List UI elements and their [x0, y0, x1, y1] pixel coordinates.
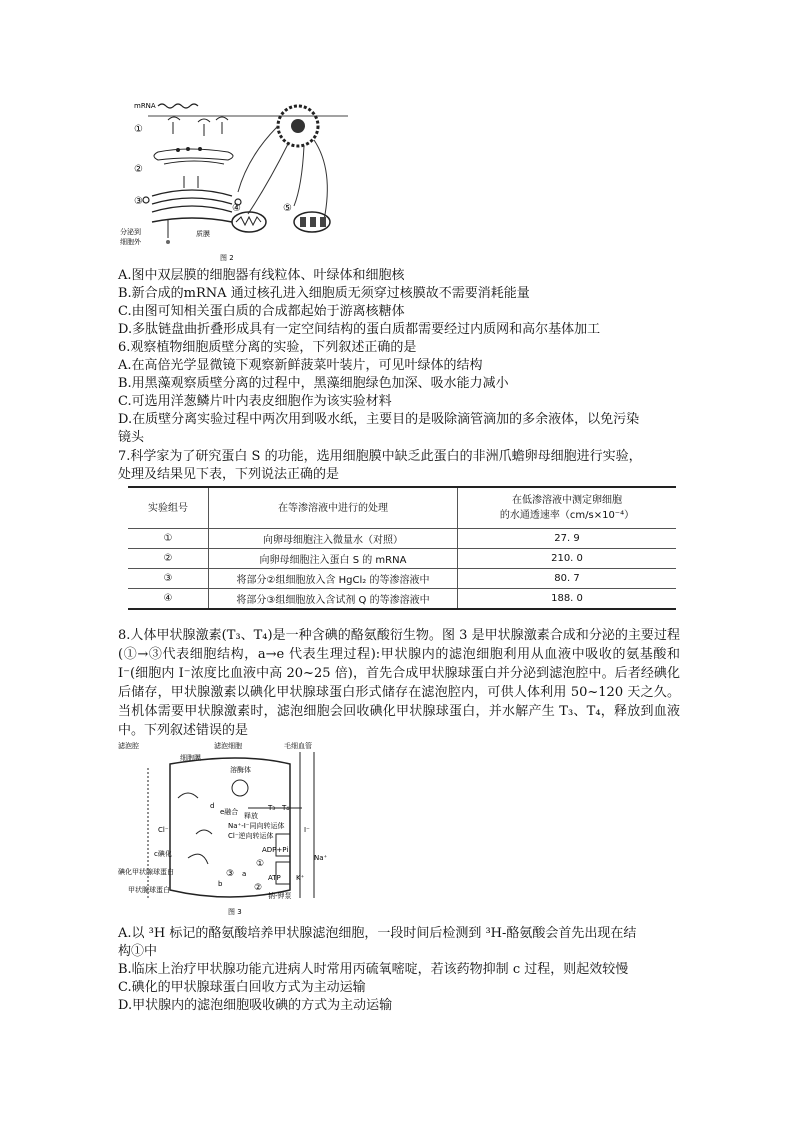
table-cell-group: ①	[128, 529, 209, 549]
fig3-lumen: 滤泡腔	[118, 742, 139, 750]
q8-stem: 8.人体甲状腺激素(T₃、T₄)是一种含碘的酪氨酸衍生物。图 3 是甲状腺激素合成和分泌的主要过程(①→③代表细胞结构，a→e 代表生理过程):甲状腺内的滤泡细胞利用从血液中吸收的氨基酸和 I⁻(细胞内 I⁻浓度比血液中高 20~25 倍)，首先合成甲状腺球蛋白并分泌到滤泡腔中。后者经碘化后储存，甲状腺激素以碘化甲状腺球蛋白形式储存在滤泡腔内，可供人体利用 50~120 天之久。当机体需要甲状腺激素时，滤泡细胞会回收碘化甲状腺球蛋白，并水解产生 T₃、T₄，释放到血液中。下列叙述错误的是	[118, 628, 680, 738]
q7-stem-line2: 处理及结果见下表，下列说法正确的是	[118, 467, 340, 482]
table-cell-rate: 27. 9	[458, 529, 677, 549]
table-header-treatment: 在等渗溶液中进行的处理	[209, 487, 458, 529]
table-cell-group: ②	[128, 549, 209, 569]
table-cell-treatment: 将部分③组细胞放入含试剂 Q 的等渗溶液中	[209, 589, 458, 610]
table-cell-treatment: 向卵母细胞注入蛋白 S 的 mRNA	[209, 549, 458, 569]
table-cell-group: ④	[128, 589, 209, 610]
q6-option-c: C.可选用洋葱鳞片叶内表皮细胞作为该实验材料	[118, 394, 392, 409]
fig3-k: K⁺	[296, 874, 305, 882]
q7-table	[128, 486, 676, 610]
table-header-rate-line1: 在低渗溶液中测定卵细胞	[512, 495, 622, 506]
fig2-mrna-label: mRNA	[134, 102, 156, 110]
fig3-capillary: 毛细血管	[284, 742, 312, 750]
table-header-rate	[458, 487, 677, 529]
fig2-c2: ②	[134, 164, 143, 175]
q6-option-a: A.在高倍光学显微镜下观察新鲜菠菜叶装片，可见叶绿体的结构	[118, 358, 483, 373]
fig2-c1: ①	[134, 124, 143, 135]
q5-option-d: D.多肽链盘曲折叠形成具有一定空间结构的蛋白质都需要经过内质网和高尔基体加工	[118, 322, 601, 337]
fig2-c4: ④	[232, 203, 241, 214]
fig3-d: d	[210, 802, 215, 810]
table-header-group: 实验组号	[128, 487, 209, 529]
q5-option-a: A.图中双层膜的细胞器有线粒体、叶绿体和细胞核	[118, 268, 405, 283]
table-row	[128, 549, 676, 569]
fig3-t3: T₃	[268, 804, 276, 812]
q6-option-d-cont: 镜头	[118, 430, 145, 445]
table-cell-treatment: 将部分②组细胞放入含 HgCl₂ 的等渗溶液中	[209, 569, 458, 589]
fig3-caption: 图 3	[228, 908, 242, 916]
q5-option-c: C.由图可知相关蛋白质的合成都起始于游离核糖体	[118, 304, 405, 319]
fig2-c5: ⑤	[283, 203, 292, 214]
q7-stem-line1: 7.科学家为了研究蛋白 S 的功能，选用细胞膜中缺乏此蛋白的非洲爪蟾卵母细胞进行实验，	[118, 449, 642, 464]
q5-option-b: B.新合成的mRNA 通过核孔进入细胞质无须穿过核膜故不需要消耗能量	[118, 286, 530, 301]
fig3-iod-tg: 碘化甲状腺球蛋白	[118, 868, 174, 876]
table-header-row	[128, 487, 676, 529]
table-row	[128, 529, 676, 549]
fig3-atp: ATP	[268, 874, 281, 882]
fig3-c2: ②	[254, 883, 263, 893]
figure-2	[118, 92, 348, 264]
fig3-cell: 滤泡细胞	[214, 742, 242, 750]
fig3-fuse: e融合	[220, 808, 239, 816]
fig3-pump: 钠-钾泵	[268, 892, 292, 900]
table-cell-group: ③	[128, 569, 209, 589]
q8-option-a-cont: 构①中	[118, 944, 158, 959]
q8-option-b: B.临床上治疗甲状腺功能亢进病人时常用丙硫氧嘧啶，若该药物抑制 c 过程，则起效较慢	[118, 962, 629, 977]
fig3-adp: ADP+Pi	[262, 846, 289, 854]
fig3-iodize: c碘化	[154, 850, 172, 858]
q8-option-d: D.甲状腺内的滤泡细胞吸收碘的方式为主动运输	[118, 998, 393, 1013]
table-header-rate-line2: 的水通透速率（cm/s×10⁻⁴）	[499, 510, 635, 521]
fig3-sym: Na⁺-I⁻同向转运体	[228, 822, 285, 830]
fig3-iminus: I⁻	[304, 826, 310, 834]
fig3-membrane: 细胞膜	[180, 754, 201, 762]
fig3-cl: Cl⁻	[158, 826, 169, 834]
q8-option-a: A.以 ³H 标记的酪氨酸培养甲状腺滤泡细胞，一段时间后检测到 ³H-酪氨酸会首先出现在结	[118, 926, 637, 941]
q6-stem: 6.观察植物细胞质壁分离的实验，下列叙述正确的是	[118, 340, 417, 355]
figure-3	[118, 738, 348, 918]
fig3-a: a	[242, 870, 247, 878]
table-row	[128, 569, 676, 589]
table-row	[128, 589, 676, 610]
fig2-membrane: 质膜	[196, 230, 210, 238]
q6-option-b: B.用黑藻观察质壁分离的过程中，黑藻细胞绿色加深、吸水能力减小	[118, 376, 509, 391]
fig2-caption: 图 2	[220, 254, 234, 262]
fig3-c1: ①	[256, 859, 265, 869]
table-cell-rate: 210. 0	[458, 549, 677, 569]
fig2-outside: 细胞外	[120, 238, 141, 246]
fig3-lysosome: 溶酶体	[230, 766, 251, 774]
fig3-anti: Cl⁻逆向转运体	[228, 832, 274, 840]
fig2-c3: ③	[134, 196, 143, 207]
fig3-t4: T₄	[282, 804, 290, 812]
fig3-release: 释放	[244, 812, 258, 820]
table-cell-rate: 80. 7	[458, 569, 677, 589]
table-cell-treatment: 向卵母细胞注入微量水（对照）	[209, 529, 458, 549]
fig2-secrete: 分泌到	[120, 228, 141, 236]
q6-option-d: D.在质壁分离实验过程中两次用到吸水纸，主要目的是吸除滴管滴加的多余液体，以免污染	[118, 412, 640, 427]
q8-option-c: C.碘化的甲状腺球蛋白回收方式为主动运输	[118, 980, 366, 995]
fig3-c3: ③	[226, 869, 235, 879]
fig3-b: b	[218, 880, 223, 888]
table-cell-rate: 188. 0	[458, 589, 677, 610]
fig3-tg: 甲状腺球蛋白	[128, 886, 170, 894]
fig3-na: Na⁺	[314, 854, 328, 862]
